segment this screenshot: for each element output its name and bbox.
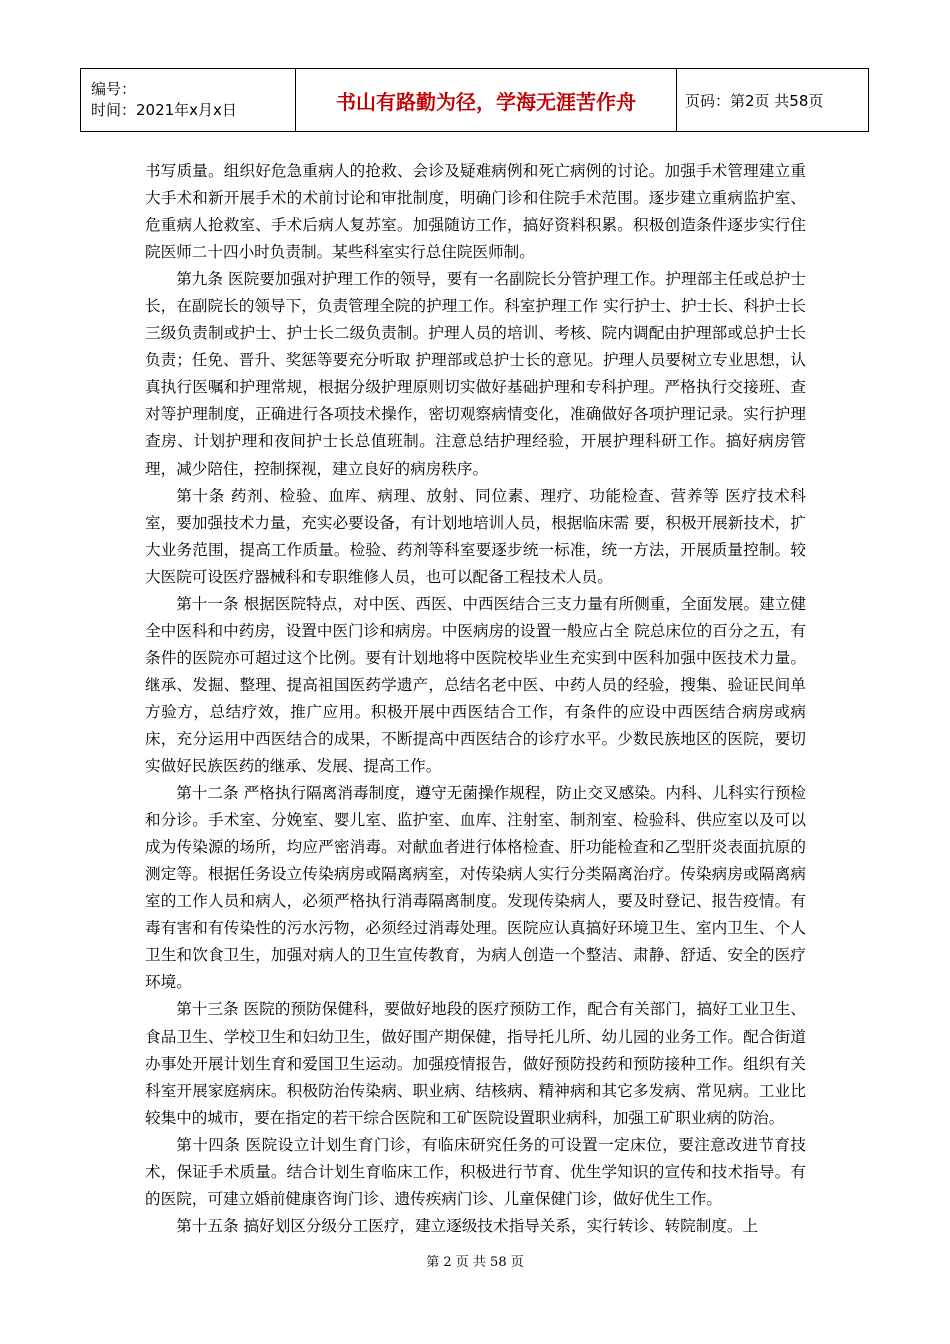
document-header (80, 68, 869, 132)
header-motto: 书山有路勤为径，学海无涯苦作舟 (296, 69, 677, 132)
page-footer: 第 2 页 共 58 页 (426, 1255, 524, 1270)
header-page-info: 页码：第2页 共58页 (677, 69, 869, 132)
paragraph: 第十三条 医院的预防保健科，要做好地段的医疗预防工作，配合有关部门，搞好工业卫生、食品卫生、学校卫生和妇幼卫生，做好围产期保健，指导托儿所、幼儿园的业务工作。配合街道办事处开展计划生育和爱国卫生运动。加强疫情报告，做好预防投药和预防接种工作。组织有关科室开展家庭病床。积极防治传染病、职业病、结核病、精神病和其它多发病、常见病。工业比较集中的城市，要在指定的若干综合医院和工矿医院设置职业病科，加强工矿职业病的防治。 (145, 1000, 806, 1127)
paragraph: 第十四条 医院设立计划生育门诊，有临床研究任务的可设置一定床位，要注意改进节育技术，保证手术质量。结合计划生育临床工作，积极进行节育、优生学知识的宣传和技术指导。有的医院，可建立婚前健康咨询门诊、遗传疾病门诊、儿童保健门诊，做好优生工作。 (145, 1135, 806, 1208)
paragraph: 第十一条 根据医院特点，对中医、西医、中西医结合三支力量有所侧重，全面发展。建立健全中医科和中药房，设置中医门诊和病房。中医病房的设置一般应占全 院总床位的百分之五，有条件的医院亦可超过这个比例。要有计划地将中医院校毕业生充实到中医科加强中医技术力量。继承、发掘、整理、提高祖国医药学遗产，总结名老中医、中药人员的经验，搜集、验证民间单方验方，总结疗效，推广应用。积极开展中西医结合工作，有条件的应设中西医结合病房或病床，充分运用中西医结合的成果，不断提高中西医结合的诊疗水平。少数民族地区的医院，要切实做好民族医药的继承、发展、提高工作。 (145, 594, 806, 776)
paragraph: 第十五条 搞好划区分级分工医疗，建立逐级技术指导关系，实行转诊、转院制度。上 (176, 1216, 759, 1235)
document-body (145, 158, 806, 1240)
paragraph: 书写质量。组织好危急重病人的抢救、会诊及疑难病例和死亡病例的讨论。加强手术管理建立重大手术和新开展手术的术前讨论和审批制度，明确门诊和住院手术范围。逐步建立重病监护室、危重病人抢救室、手术后病人复苏室。加强随访工作，搞好资料积累。积极创造条件逐步实行住院医师二十四小时负责制。某些科室实行总住院医师制。 (145, 162, 806, 262)
time-label: 时间：2021年x月x日 (91, 101, 237, 119)
paragraph: 第十条 药剂、检验、血库、病理、放射、同位素、理疗、功能检查、营养等 医疗技术科室，要加强技术力量，充实必要设备，有计划地培训人员，根据临床需 要，积极开展新技术，扩大业务范围，提高工作质量。检验、药剂等科室要逐步统一标准，统一方法，开展质量控制。较大医院可设医疗器械科和专职维修人员，也可以配备工程技术人员。 (145, 486, 806, 586)
paragraph: 第九条 医院要加强对护理工作的领导，要有一名副院长分管护理工作。护理部主任或总护士长，在副院长的领导下，负责管理全院的护理工作。科室护理工作 实行护士、护士长、科护士长三级负责制或护士、护士长二级负责制。护理人员的培训、考核、院内调配由护理部或总护士长负责；任免、晋升、奖惩等要充分听取 护理部或总护士长的意见。护理人员要树立专业思想，认真执行医嘱和护理常规，根据分级护理原则切实做好基础护理和专科护理。严格执行交接班、查对等护理制度，正确进行各项技术操作，密切观察病情变化，准确做好各项护理记录。实行护理查房、计划护理和夜间护士长总值班制。注意总结护理经验，开展护理科研工作。搞好病房管理，减少陪住，控制探视，建立良好的病房秩序。 (145, 270, 806, 478)
paragraph: 第十二条 严格执行隔离消毒制度，遵守无菌操作规程，防止交叉感染。内科、儿科实行预检和分诊。手术室、分娩室、婴儿室、监护室、血库、注射室、制剂室、检验科、供应室以及可以成为传染源的场所，均应严密消毒。对献血者进行体格检查、肝功能检查和乙型肝炎表面抗原的测定等。根据任务设立传染病房或隔离病室，对传染病人实行分类隔离治疗。传染病房或隔离病室的工作人员和病人，必须严格执行消毒隔离制度。发现传染病人，要及时登记、报告疫情。有毒有害和有传染性的污水污物，必须经过消毒处理。医院应认真搞好环境卫生、室内卫生、个人卫生和饮食卫生，加强对病人的卫生宣传教育，为病人创造一个整洁、肃静、舒适、安全的医疗环境。 (145, 784, 806, 992)
number-label: 编号： (91, 80, 137, 98)
header-meta (81, 69, 296, 132)
